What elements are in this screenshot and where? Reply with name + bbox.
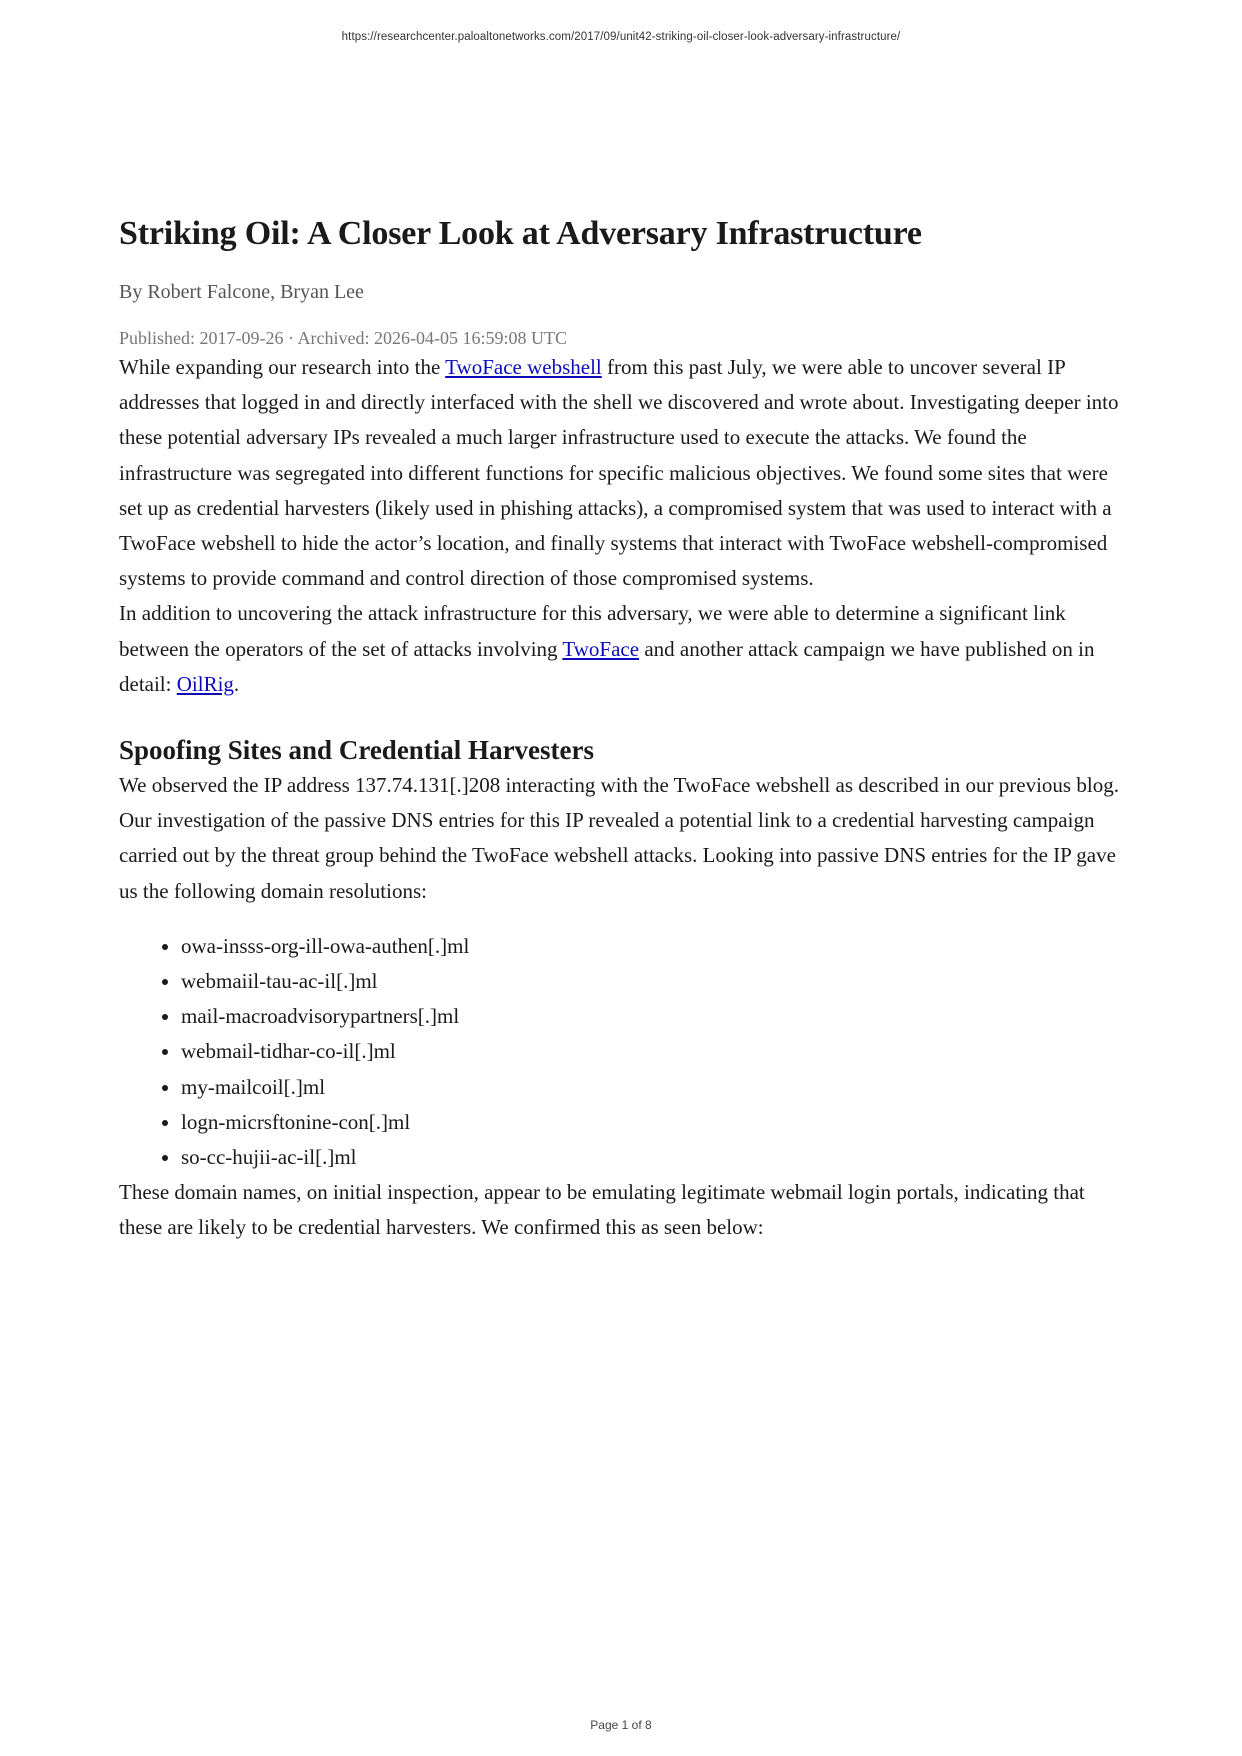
link-paragraph <box>119 596 1129 702</box>
article-title: Striking Oil: A Closer Look at Adversary Infrastructure <box>119 215 922 252</box>
intro-paragraph <box>119 350 1129 596</box>
text: While expanding our research into the <box>119 355 446 379</box>
oilrig-link[interactable]: OilRig <box>176 671 234 696</box>
text: from this past July, we were able to uncover several IP addresses that logged in and directly interfaced with the shell we discovered and wrote about. Investigating deeper into these potential adversary IPs revealed a much larger infrastructure used to execute the attacks. We found the infrastructure was segregated into different functions for specific malicious objectives. We found some sites that were set up as credential harvesters (likely used in phishing attacks), a compromised system that was used to interact with a TwoFace webshell to hide the actor’s location, and finally systems that interact with TwoFace webshell-compromised systems to provide command and control direction of those compromised systems. <box>119 355 1119 591</box>
list-item: • webmail-tidhar-co-il[.]ml <box>181 1034 1129 1069</box>
section-heading-spoofing-sites: Spoofing Sites and Credential Harvesters <box>119 735 595 766</box>
twoface-webshell-link[interactable]: TwoFace webshell <box>445 355 602 379</box>
page-url-header: https://researchcenter.paloaltonetworks.com/2017/09/unit42-striking-oil-closer-look-adversary-infrastructure/ <box>341 31 901 43</box>
list-item: • my-mailcoil[.]ml <box>181 1070 1129 1105</box>
ip-observation-paragraph: We observed the IP address 137.74.131[.]208 interacting with the TwoFace webshell as described in our previous blog. Our investigation of the passive DNS entries for this IP revealed a potential link to a credential harvesting campaign carried out by the threat group behind the TwoFace webshell attacks. Looking into passive DNS entries for the IP gave us the following domain resolutions: <box>119 773 1119 903</box>
list-item: • mail-macroadvisorypartners[.]ml <box>181 999 1129 1034</box>
twoface-link[interactable]: TwoFace <box>562 636 640 661</box>
list-item: • webmaiil-tau-ac-il[.]ml <box>181 964 1129 999</box>
list-item: • logn-micrsftonine-con[.]ml <box>181 1105 1129 1140</box>
text: . <box>233 671 240 696</box>
text: In addition to uncovering the attack infrastructure for this adversary, we were able to determine a significant link between the operators of the set of attacks involving <box>119 601 1066 661</box>
list-item: • owa-insss-org-ill-owa-authen[.]ml <box>181 929 1129 964</box>
article-byline: By Robert Falcone, Bryan Lee <box>119 281 364 303</box>
list-item: • so-cc-hujii-ac-il[.]ml <box>181 1140 1129 1175</box>
domain-list <box>119 929 1129 1175</box>
text: and another attack campaign we have published on in detail: <box>119 636 1095 696</box>
article <box>119 212 1129 1246</box>
article-dates: Published: 2017-09-26 · Archived: 2026-04-05 16:59:08 UTC <box>119 328 567 348</box>
page-number: Page 1 of 8 <box>590 1718 652 1732</box>
conclusion-paragraph: These domain names, on initial inspection, appear to be emulating legitimate webmail login portals, indicating that these are likely to be credential harvesters. We confirmed this as seen below: <box>119 1180 1085 1240</box>
